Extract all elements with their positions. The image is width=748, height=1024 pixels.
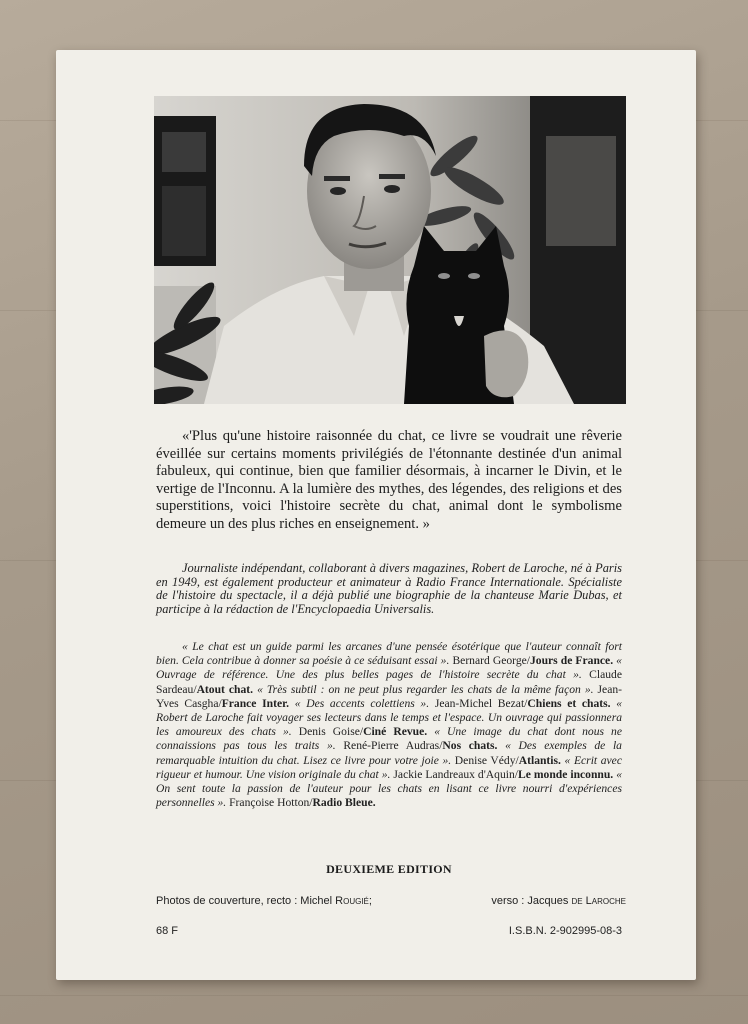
review-source: Jours de France. (529, 654, 614, 668)
review-quote: « Ecrit avec rigueur et humour. Une vision originale du chat ». (156, 753, 622, 781)
review-quote: « Ouvrage de référence. Une des plus belles pages de l'histoire secrète du chat ». (156, 654, 622, 682)
press-reviews (156, 640, 622, 810)
book-back-cover (56, 50, 696, 980)
review-quote: « Très subtil : on ne peut plus regarder les chats de la même façon ». (257, 682, 594, 696)
book-blurb-quote: «'Plus qu'une histoire raisonnée du chat, ce livre se voudrait une rêverie éveillée sur certains moments privilégiés de l'étonnante destinée d'un animal fabuleux, qui continue, bien que familier désormais, à incarner le Divin, et le vertige de l'Inconnu. A la lumière des mythes, des légendes, des religions et des superstitions, voici l'histoire secrète du chat, animal dont le symbolisme demeure un des plus riches en enseignement. » (156, 428, 622, 532)
price: 68 F (156, 925, 179, 937)
author-photo (154, 96, 626, 404)
review-source: Chiens et chats. (527, 696, 611, 710)
review-author: Bernard George/ (452, 654, 530, 668)
review-author: Jackie Landreaux d'Aquin/ (393, 767, 519, 781)
review-source: Ciné Revue. (363, 725, 428, 739)
review-author: Jean-Yves Casgha/ (156, 682, 623, 710)
review-author: René-Pierre Audras/ (343, 739, 443, 753)
photo-credits (156, 895, 626, 907)
review-source: Radio Bleue. (312, 796, 376, 810)
credit-recto: Photos de couverture, recto : Michel Rougié; (156, 895, 372, 907)
review-quote: « Une image du chat dont nous ne connaissions pas tous les traits ». (156, 725, 622, 753)
isbn: I.S.B.N. 2-902995-08-3 (508, 925, 622, 937)
review-quote: « Le chat est un guide parmi les arcanes d'une pensée ésotérique que l'auteur connaît fort bien. Cela contribue à donner sa poésie à ce séduisant essai ». (156, 640, 622, 668)
review-source: Atlantis. (518, 753, 561, 767)
review-quote: « Des accents colettiens ». (294, 696, 430, 710)
review-quote: « Robert de Laroche fait voyager ses lecteurs dans le temps et l'espace. Un ouvrage qui passionnera les amoureux des chats ». (156, 696, 623, 739)
review-source: Nos chats. (442, 739, 498, 753)
review-quote: « Des exemples de la remarquable intuition du chat. Lisez ce livre pour votre joie ». (156, 739, 622, 767)
review-source: Le monde inconnu. (518, 767, 614, 781)
review-quote: « On sent toute la passion de l'auteur pour les chats en lisant ce livre nourri d'expériences personnelles ». (156, 767, 622, 810)
review-source: France Inter. (221, 696, 290, 710)
review-author: Jean-Michel Bezat/ (434, 696, 528, 710)
review-author: Françoise Hotton/ (229, 796, 313, 810)
footer-line (156, 925, 622, 937)
review-source: Atout chat. (196, 682, 254, 696)
author-biography: Journaliste indépendant, collaborant à divers magazines, Robert de Laroche, né à Paris en 1949, est également producteur et animateur à Radio France Internationale. Spécialiste de l'histoire du spectacle, il a déjà publié une biographie de la chanteuse Marie Dubas, et participe à la rédaction de l'Encyclopaedia Universalis. (156, 561, 622, 616)
credit-verso: verso : Jacques de Laroche (491, 895, 626, 907)
review-author: Denise Védy/ (454, 753, 519, 767)
review-author: Claude Sardeau/ (156, 668, 622, 696)
review-author: Denis Goise/ (298, 725, 364, 739)
edition-label: DEUXIEME EDITION (326, 862, 452, 876)
